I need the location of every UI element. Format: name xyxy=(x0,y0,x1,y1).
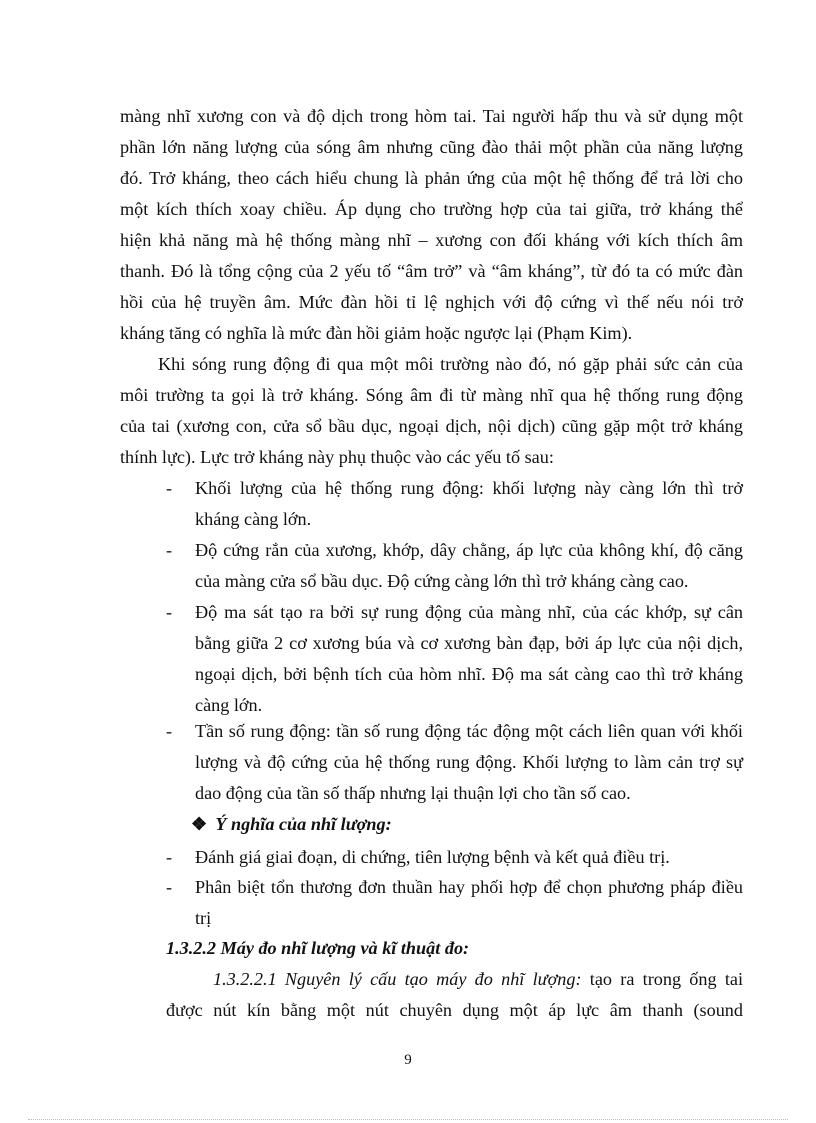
paragraph-impedance-definition xyxy=(120,101,743,349)
text-line: hiện khả năng mà hệ thống màng nhĩ – xương con đối kháng với kích thích âm xyxy=(120,230,743,250)
list-dash: - xyxy=(166,721,173,741)
text-line: một kích thích xoay chiều. Áp dụng cho trường hợp của tai giữa, trở kháng thể xyxy=(120,199,743,219)
text-line: dao động của tần số thấp nhưng lại thuận lợi cho tần số cao. xyxy=(195,783,631,803)
text-line: của màng cửa sổ bầu dục. Độ cứng càng lớn thì trở kháng càng cao. xyxy=(195,571,689,591)
text-line: đó. Trở kháng, theo cách hiểu chung là phản ứng của một hệ thống để trả lời cho xyxy=(120,168,743,188)
subsection-line1-rest: tạo ra trong ống tai xyxy=(581,969,743,989)
subsection-title: 1.3.2.2.1 Nguyên lý cấu tạo máy đo nhĩ lượng: xyxy=(213,969,582,989)
paragraph-device-principle xyxy=(166,964,743,1026)
text-line: Đánh giá giai đoạn, di chứng, tiên lượng bệnh và kết quả điều trị. xyxy=(195,847,670,867)
text-line: được nút kín bằng một nút chuyên dụng một áp lực âm thanh (sound xyxy=(166,1000,743,1020)
text-line: màng nhĩ xương con và độ dịch trong hòm tai. Tai người hấp thu và sử dụng một xyxy=(120,106,743,126)
text-line: phần lớn năng lượng của sóng âm nhưng cũng đào thải một phần của năng lượng xyxy=(120,137,743,157)
list-dash: - xyxy=(166,847,173,867)
text-line: Độ cứng rắn của xương, khớp, dây chằng, áp lực của không khí, độ căng xyxy=(195,540,743,560)
text-line: thanh. Đó là tổng cộng của 2 yếu tố “âm trở” và “âm kháng”, từ đó ta có mức đàn xyxy=(120,261,743,281)
list-dash: - xyxy=(166,478,173,498)
text-line: lượng và độ cứng của hệ thống rung động. Khối lượng to làm cản trợ sự xyxy=(195,752,743,772)
list-dash: - xyxy=(166,602,173,622)
text-line: trị xyxy=(195,908,212,928)
text-line: kháng càng lớn. xyxy=(195,509,312,529)
text-line: càng lớn. xyxy=(195,695,263,715)
meaning-heading-text: Ý nghĩa của nhĩ lượng: xyxy=(215,814,392,834)
text-line: ngoại dịch, bởi bệnh tích của hòm nhĩ. Độ ma sát càng cao thì trở kháng xyxy=(195,664,743,684)
diamond-bullet-icon: ❖ xyxy=(191,814,208,834)
section-heading: 1.3.2.2 Máy đo nhĩ lượng và kĩ thuật đo: xyxy=(166,938,470,958)
page-number: 9 xyxy=(404,1052,412,1068)
list-dash: - xyxy=(166,540,173,560)
text-line: kháng tăng có nghĩa là mức đàn hồi giảm hoặc ngược lại (Phạm Kim). xyxy=(120,323,633,343)
text-line xyxy=(166,964,743,995)
paragraph-vibration-resistance xyxy=(120,349,743,473)
text-line: Tần số rung động: tần số rung động tác động một cách liên quan với khối xyxy=(195,721,743,741)
text-line: Độ ma sát tạo ra bởi sự rung động của màng nhĩ, của các khớp, sự cân xyxy=(195,602,743,622)
list-dash: - xyxy=(166,877,173,897)
text-line: bằng giữa 2 cơ xương búa và cơ xương bàn đạp, bởi áp lực của nội dịch, xyxy=(195,633,743,653)
text-line: thính lực). Lực trở kháng này phụ thuộc vào các yếu tố sau: xyxy=(120,447,554,467)
page-bottom-divider xyxy=(28,1119,788,1120)
meaning-heading xyxy=(191,809,392,840)
text-line: của tai (xương con, cửa sổ bầu dục, ngoại dịch, nội dịch) cũng gặp một trở kháng xyxy=(120,416,743,436)
text-line: hồi của hệ truyền âm. Mức đàn hồi tỉ lệ nghịch với độ cứng vì thế nếu nói trở xyxy=(120,292,743,312)
text-line: Khi sóng rung động đi qua một môi trường nào đó, nó gặp phải sức cản của xyxy=(158,354,743,374)
text-line: môi trường ta gọi là trở kháng. Sóng âm đi từ màng nhĩ qua hệ thống rung động xyxy=(120,385,743,405)
text-line: Khối lượng của hệ thống rung động: khối lượng này càng lớn thì trở xyxy=(195,478,743,498)
text-line: Phân biệt tổn thương đơn thuần hay phối hợp để chọn phương pháp điều xyxy=(195,877,743,897)
